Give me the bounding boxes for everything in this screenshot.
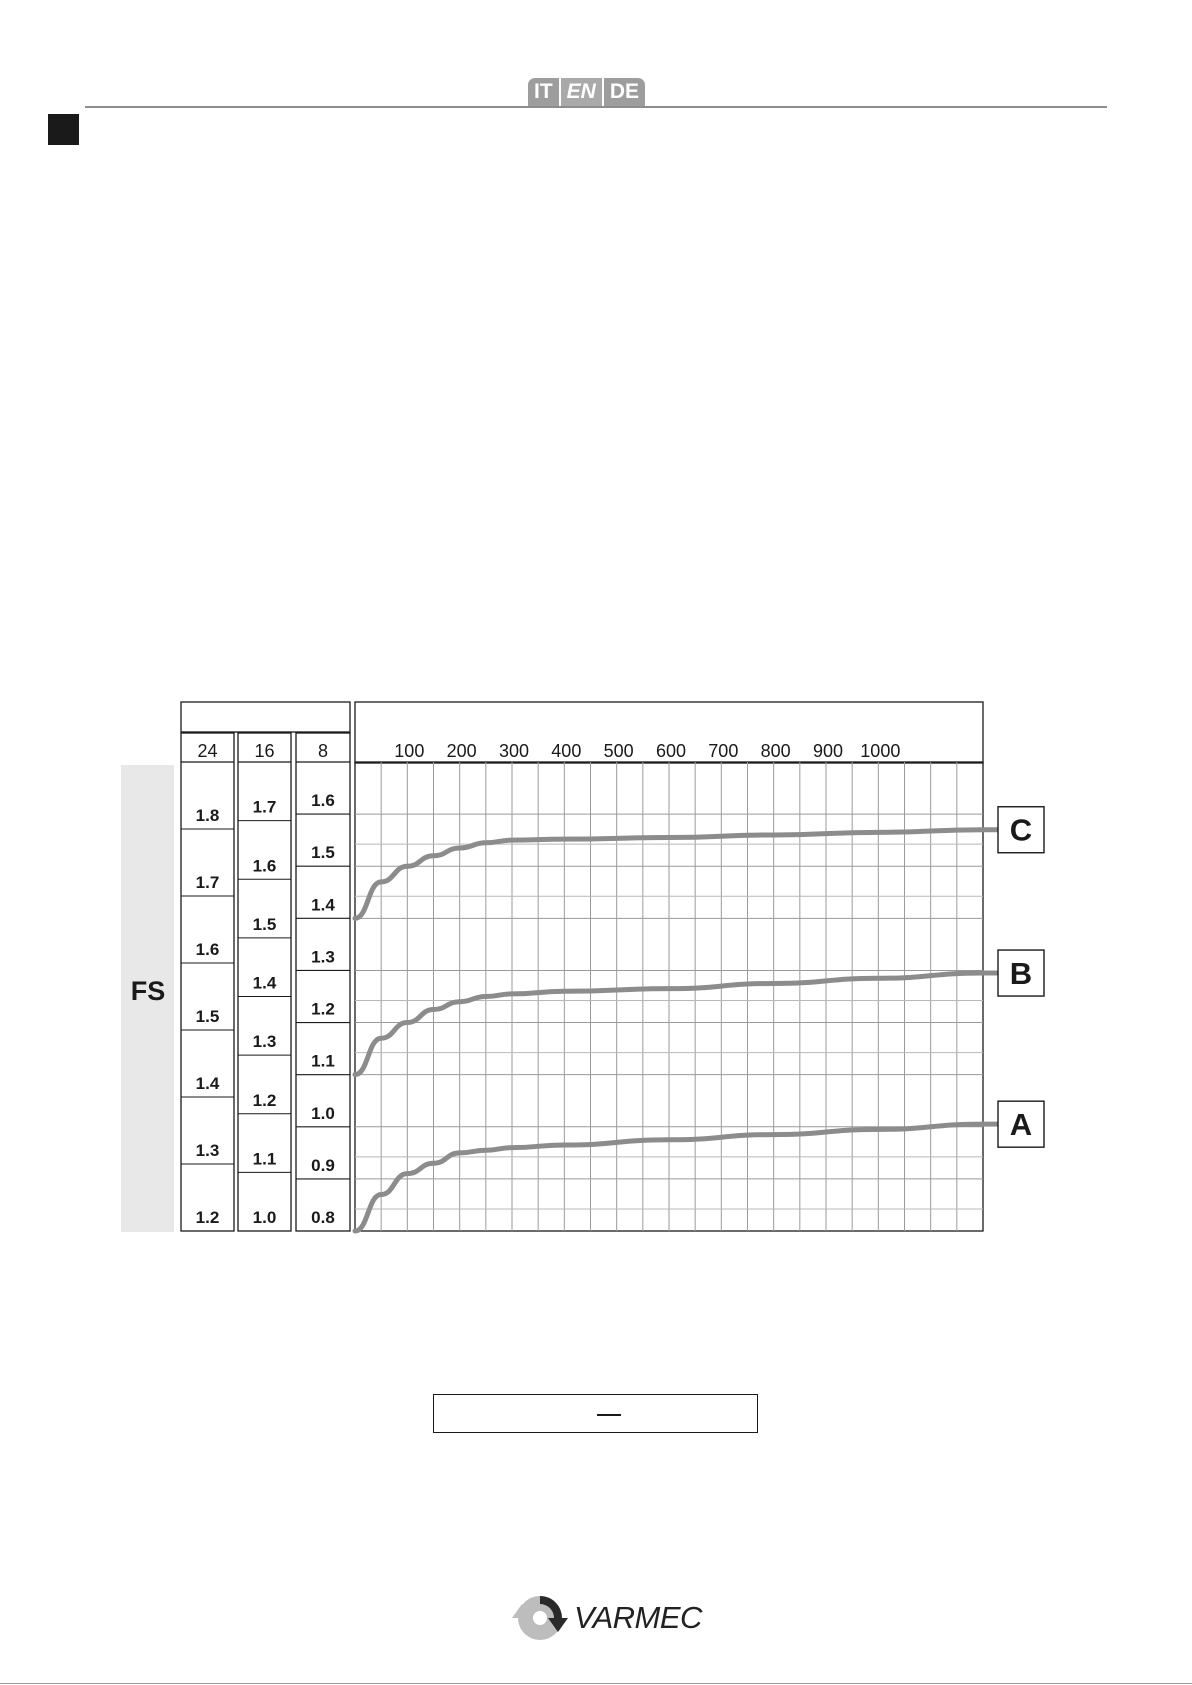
scale-value: 1.3 xyxy=(195,1141,220,1160)
scale-value: 1.0 xyxy=(252,1208,277,1227)
scale-value: 1.4 xyxy=(311,895,335,915)
scale-value: 1.4 xyxy=(195,1074,220,1093)
scale-value: 1.5 xyxy=(311,843,335,863)
scale-value: 0.8 xyxy=(311,1208,335,1227)
x-tick-500: 500 xyxy=(603,741,634,761)
curve-A xyxy=(355,1124,998,1231)
scale-value: 1.1 xyxy=(252,1149,277,1169)
scale-value: 1.8 xyxy=(195,806,220,825)
scale-value: 1.2 xyxy=(252,1090,277,1110)
scale-value: 1.3 xyxy=(252,1032,277,1052)
scale-value: 1.2 xyxy=(195,1208,220,1227)
formula-box xyxy=(433,1394,758,1433)
curve-label-A: A xyxy=(1009,1107,1033,1143)
scale-value: 1.2 xyxy=(311,999,335,1019)
fs-scale-columns xyxy=(181,733,350,1231)
scale-header-24: 24 xyxy=(197,741,218,761)
footer-brand: VARMEC xyxy=(574,1600,702,1635)
scale-value: 1.7 xyxy=(195,873,220,892)
scale-value: 1.1 xyxy=(311,1051,335,1071)
x-tick-600: 600 xyxy=(655,741,687,761)
scale-header-16: 16 xyxy=(254,741,275,761)
x-tick-1000: 1000 xyxy=(860,741,901,761)
lang-tab-en[interactable]: EN xyxy=(561,78,602,106)
lang-tab-it[interactable]: IT xyxy=(528,78,559,106)
x-tick-100: 100 xyxy=(394,741,425,761)
scale-value: 1.6 xyxy=(311,791,335,811)
fraction-bar xyxy=(597,1414,621,1416)
x-tick-700: 700 xyxy=(708,741,739,761)
scale-value: 1.6 xyxy=(252,856,277,876)
x-axis-ticks xyxy=(394,741,900,761)
x-tick-300: 300 xyxy=(498,741,530,761)
scale-value: 1.5 xyxy=(252,914,277,934)
curve-label-B: B xyxy=(1009,956,1033,992)
scale-header-box xyxy=(181,702,350,732)
lang-tab-de[interactable]: DE xyxy=(604,78,645,106)
x-tick-400: 400 xyxy=(551,741,582,761)
x-tick-200: 200 xyxy=(446,741,477,761)
scale-value: 1.3 xyxy=(311,947,335,967)
scale-header-8: 8 xyxy=(317,741,329,761)
scale-value: 1.0 xyxy=(311,1103,335,1123)
curve-label-C: C xyxy=(1009,812,1033,848)
curve-B xyxy=(355,973,998,1075)
scale-value: 1.6 xyxy=(195,940,220,959)
scale-value: 1.7 xyxy=(252,797,277,817)
curve-C xyxy=(355,830,998,919)
scale-value: 1.5 xyxy=(195,1007,220,1026)
x-tick-900: 900 xyxy=(812,741,844,761)
varmec-logo-icon xyxy=(506,1592,576,1644)
footer-divider xyxy=(0,1683,1192,1684)
fs-axis-label: FS xyxy=(130,976,166,1006)
scale-value: 1.4 xyxy=(252,973,277,993)
scale-value: 0.9 xyxy=(311,1155,335,1175)
chart-curves xyxy=(355,830,998,1231)
chart-frame xyxy=(121,702,983,1232)
x-tick-800: 800 xyxy=(760,741,791,761)
curve-labels xyxy=(998,807,1044,1147)
